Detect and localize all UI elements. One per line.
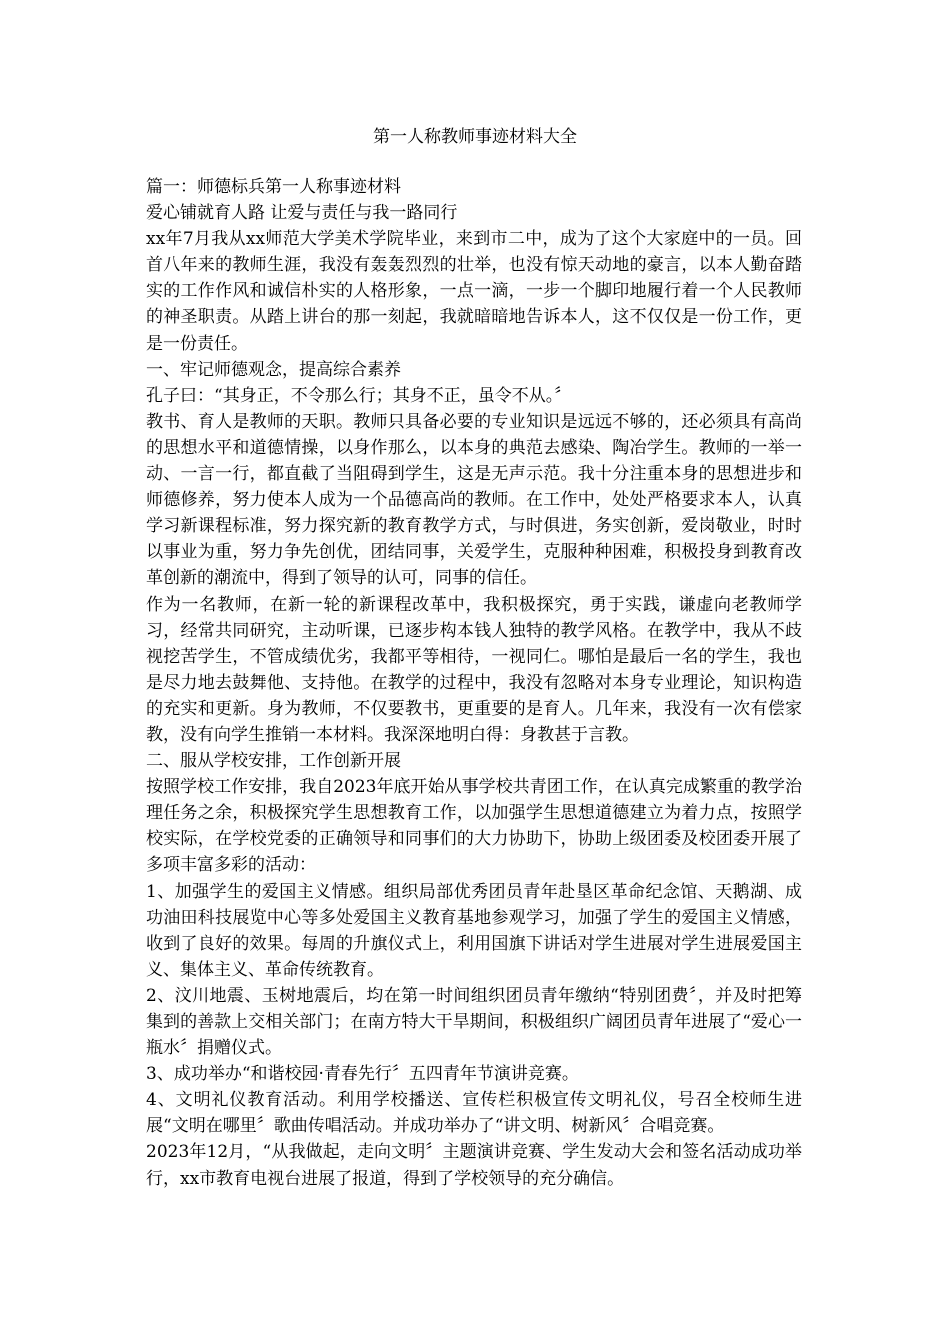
paragraph: 作为一名教师，在新一轮的新课程改革中，我积极探究，勇于实践，谦虚向老教师学习，经常共同研究，主动听课，已逐步构本钱人独特的教学风格。在教学中，我从不歧视挖苦学生，不管成绩优劣，我都平等相待，一视同仁。哪怕是最后一名的学生，我也是尽力地去鼓舞他、支持他。在教学的过程中，我没有忽略对本身专业理论，知识构造的充实和更新。身为教师，不仅要教书，更重要的是育人。几年来，我没有一次有偿家教，没有向学生推销一本材料。我深深地明白得：身教甚于言教。	[146, 594, 802, 745]
paragraph: 教书、育人是教师的天职。教师只具备必要的专业知识是远远不够的，还必须具有高尚的思想水平和道德情操，以身作那么，以本身的典范去感染、陶冶学生。教师的一举一动、一言一行，都直截了当阻碍到学生，这是无声示范。我十分注重本身的思想进步和师德修养，努力使本人成为一个品德高尚的教师。在工作中，处处严格要求本人，认真学习新课程标准，努力探究新的教育教学方式，与时俱进，务实创新，爱岗敬业，时时以事业为重，努力争先创优，团结同事，关爱学生，克服种种困难，积极投身到教育改革创新的潮流中，得到了领导的认可，同事的信任。	[146, 411, 802, 589]
article-subheading: 爱心铺就育人路 让爱与责任与我一路同行	[146, 203, 458, 224]
list-item: 2、汶川地震、玉树地震后，均在第一时间组织团员青年缴纳“特别团费〞，并及时把筹集到的善款上交相关部门；在南方特大干旱期间，积极组织广阔团员青年进展了“爱心一瓶水〞捐赠仪式。	[146, 985, 802, 1059]
document-body	[146, 174, 802, 1192]
article-heading: 篇一：师德标兵第一人称事迹材料	[146, 177, 401, 197]
paragraph: 按照学校工作安排，我自2023年底开始从事学校共青团工作，在认真完成繁重的教学治理任务之余，积极探究学生思想教育工作，以加强学生思想道德建立为着力点，按照学校实际，在学校党委的正确领导和同事们的大力协助下，协助上级团委及校团委开展了多项丰富多彩的活动：	[146, 777, 802, 876]
document-title: 第一人称教师事迹材料大全	[373, 127, 577, 147]
list-item: 1、加强学生的爱国主义情感。组织局部优秀团员青年赴垦区革命纪念馆、天鹅湖、成功油田科技展览中心等多处爱国主义教育基地参观学习，加强了学生的爱国主义情感，收到了良好的效果。每周的升旗仪式上，利用国旗下讲话对学生进展对学生进展爱国主义、集体主义、革命传统教育。	[146, 881, 802, 980]
list-item: 4、文明礼仪教育活动。利用学校播送、宣传栏积极宣传文明礼仪，号召全校师生进展“文明在哪里〞歌曲传唱活动。并成功举办了“讲文明、树新风〞合唱竞赛。	[146, 1090, 802, 1137]
section-heading-2: 二、服从学校安排，工作创新开展	[146, 751, 401, 772]
paragraph-quote: 孔子曰：“其身正，不令那么行；其身不正，虽令不从。〞	[146, 385, 572, 406]
paragraph-intro: xx年7月我从xx师范大学美术学院毕业，来到市二中，成为了这个大家庭中的一员。回首八年来的教师生涯，我没有轰轰烈烈的壮举，也没有惊天动地的豪言，以本人勤奋踏实的工作作风和诚信朴实的人格形象，一点一滴，一步一个脚印地履行着一个人民教师的神圣职责。从踏上讲台的那一刻起，我就暗暗地告诉本人，这不仅仅是一份工作，更是一份责任。	[146, 229, 802, 354]
section-heading-1: 一、牢记师德观念，提高综合素养	[146, 359, 401, 380]
list-item: 3、成功举办“和谐校园·青春先行〞五四青年节演讲竞赛。	[146, 1064, 579, 1085]
paragraph: 2023年12月，“从我做起，走向文明〞主题演讲竞赛、学生发动大会和签名活动成功举行，xx市教育电视台进展了报道，得到了学校领导的充分确信。	[146, 1142, 802, 1189]
